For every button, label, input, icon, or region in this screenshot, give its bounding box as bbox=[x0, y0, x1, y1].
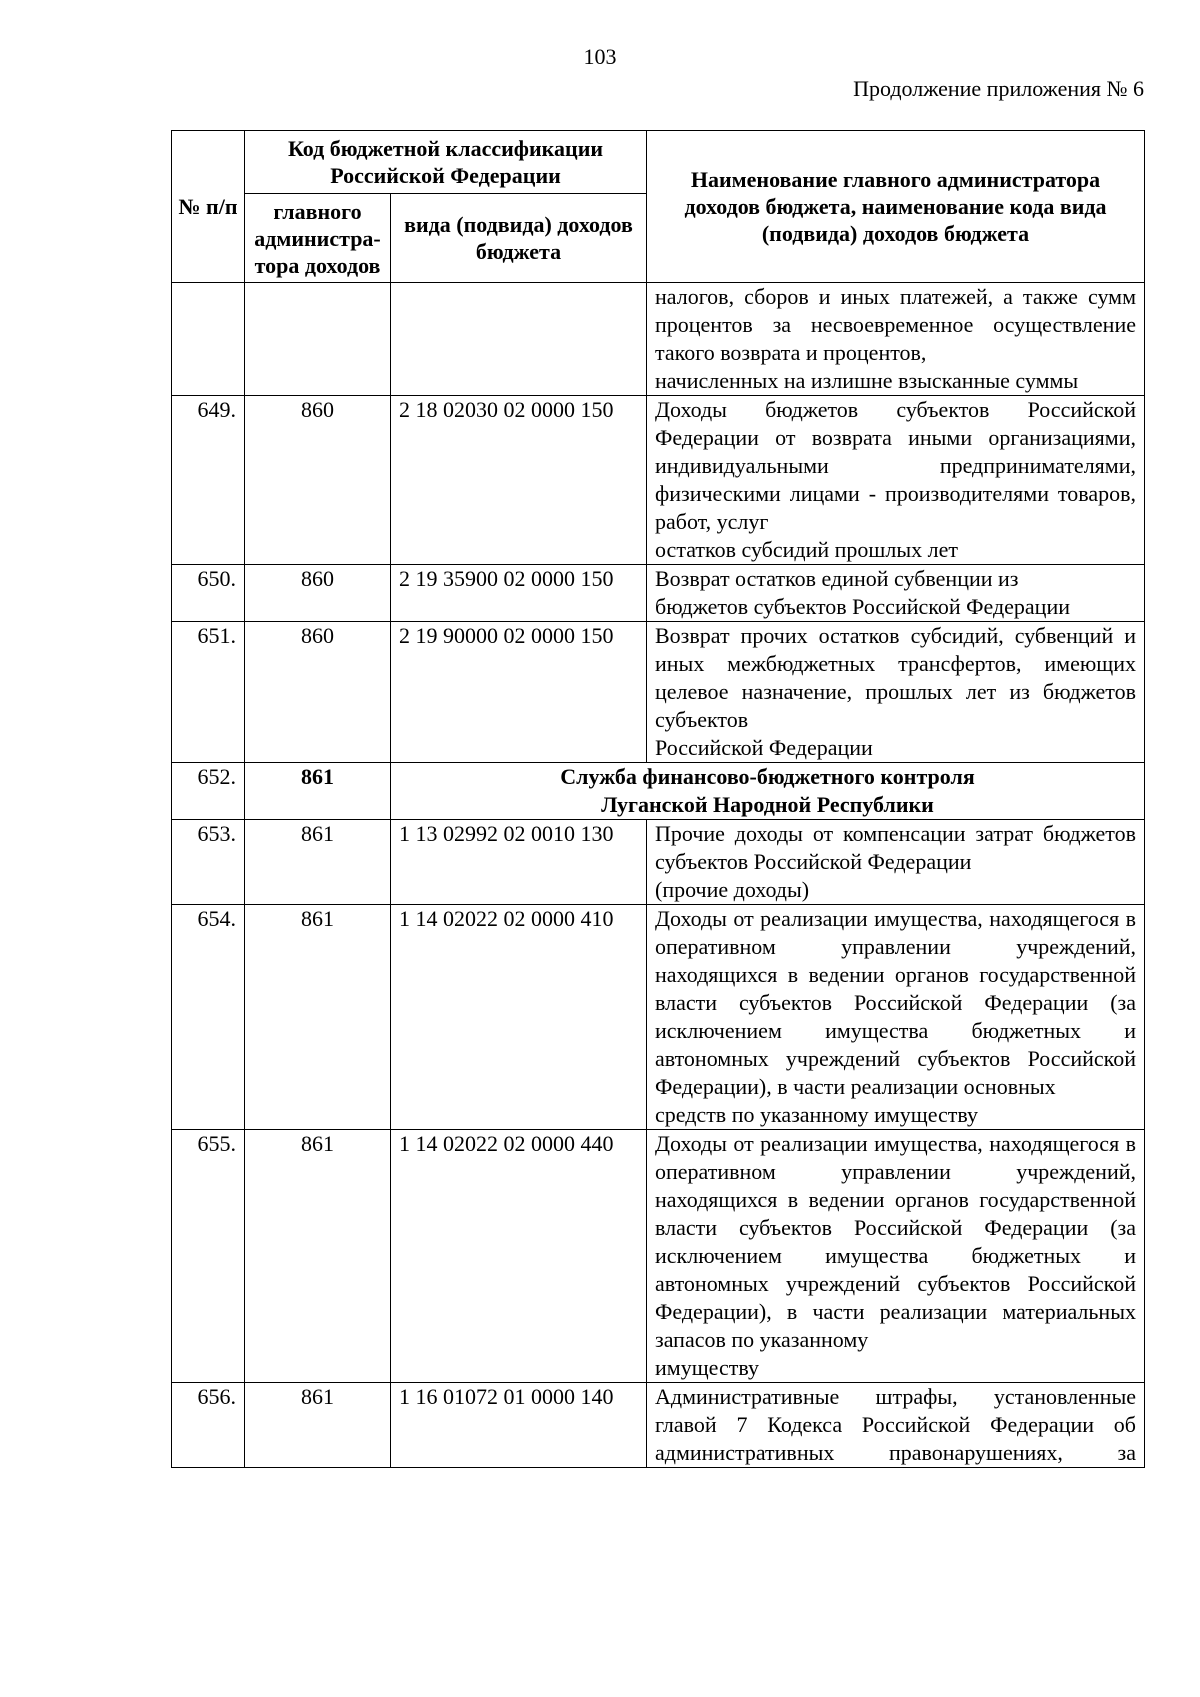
header-admin-code: главного администра-тора доходов bbox=[245, 194, 391, 283]
row-description: Возврат прочих остатков субсидий, субвенций и иных межбюджетных трансфертов, имеющих целевое назначение, прошлых лет из бюджетов субъектов Российской Федерации bbox=[647, 622, 1145, 763]
row-admin-code: 861 bbox=[245, 905, 391, 1130]
appendix-continuation-note: Продолжение приложения № 6 bbox=[853, 76, 1144, 101]
row-income-code: 1 14 02022 02 0000 440 bbox=[391, 1130, 647, 1383]
group-title-line-2: Луганской Народной Республики bbox=[601, 792, 934, 817]
group-admin-code: 861 bbox=[245, 763, 391, 820]
row-income-code: 2 18 02030 02 0000 150 bbox=[391, 396, 647, 565]
row-income-code: 2 19 35900 02 0000 150 bbox=[391, 565, 647, 622]
table-row bbox=[172, 1383, 1145, 1468]
row-description: Прочие доходы от компенсации затрат бюджетов субъектов Российской Федерации (прочие доходы) bbox=[647, 820, 1145, 905]
row-description: Административные штрафы, установленные главой 7 Кодекса Российской Федерации об административных правонарушениях, за bbox=[647, 1383, 1145, 1468]
group-title-line-1: Служба финансово-бюджетного контроля bbox=[560, 764, 975, 789]
header-name: Наименование главного администратора доходов бюджета, наименование кода вида (подвида) доходов бюджета bbox=[647, 131, 1145, 283]
row-admin-code: 860 bbox=[245, 565, 391, 622]
header-income-type-code: вида (подвида) доходов бюджета bbox=[391, 194, 647, 283]
table-row bbox=[172, 565, 1145, 622]
row-number: 655. bbox=[172, 1130, 245, 1383]
row-description: Доходы бюджетов субъектов Российской Федерации от возврата иными организациями, индивидуальными предпринимателями, физическими лицами - производителями товаров, работ, услуг остатков субсидий прошлых лет bbox=[647, 396, 1145, 565]
row-number: 650. bbox=[172, 565, 245, 622]
table-row bbox=[172, 1130, 1145, 1383]
row-number: 653. bbox=[172, 820, 245, 905]
row-number: 656. bbox=[172, 1383, 245, 1468]
row-income-code: 1 16 01072 01 0000 140 bbox=[391, 1383, 647, 1468]
row-number: 654. bbox=[172, 905, 245, 1130]
row-admin-code bbox=[245, 283, 391, 396]
table-row bbox=[172, 820, 1145, 905]
row-admin-code: 861 bbox=[245, 820, 391, 905]
budget-classification-table bbox=[171, 130, 1145, 1468]
table-group-row bbox=[172, 763, 1145, 820]
row-admin-code: 860 bbox=[245, 396, 391, 565]
row-number bbox=[172, 283, 245, 396]
table-row bbox=[172, 905, 1145, 1130]
table-row bbox=[172, 622, 1145, 763]
page-number: 103 bbox=[583, 44, 617, 69]
row-description: налогов, сборов и иных платежей, а также сумм процентов за несвоевременное осуществление такого возврата и процентов, начисленных на излишне взысканные суммы bbox=[647, 283, 1145, 396]
table-row bbox=[172, 283, 1145, 396]
group-row-number: 652. bbox=[172, 763, 245, 820]
row-number: 651. bbox=[172, 622, 245, 763]
row-income-code: 1 14 02022 02 0000 410 bbox=[391, 905, 647, 1130]
header-number: № п/п bbox=[172, 131, 245, 283]
row-income-code bbox=[391, 283, 647, 396]
row-description: Доходы от реализации имущества, находящегося в оперативном управлении учреждений, находящихся в ведении органов государственной власти субъектов Российской Федерации (за исключением имущества бюджетных и автономных учреждений субъектов Российской Федерации), в части реализации материальных запасов по указанному имуществу bbox=[647, 1130, 1145, 1383]
group-title bbox=[391, 763, 1145, 820]
table-row bbox=[172, 396, 1145, 565]
row-admin-code: 861 bbox=[245, 1130, 391, 1383]
row-number: 649. bbox=[172, 396, 245, 565]
header-kbk-group: Код бюджетной классификации Российской Федерации bbox=[245, 131, 647, 194]
row-income-code: 2 19 90000 02 0000 150 bbox=[391, 622, 647, 763]
row-income-code: 1 13 02992 02 0010 130 bbox=[391, 820, 647, 905]
row-admin-code: 861 bbox=[245, 1383, 391, 1468]
row-admin-code: 860 bbox=[245, 622, 391, 763]
row-description: Доходы от реализации имущества, находящегося в оперативном управлении учреждений, находящихся в ведении органов государственной власти субъектов Российской Федерации (за исключением имущества бюджетных и автономных учреждений субъектов Российской Федерации), в части реализации основных средств по указанному имуществу bbox=[647, 905, 1145, 1130]
row-description: Возврат остатков единой субвенции из бюджетов субъектов Российской Федерации bbox=[647, 565, 1145, 622]
